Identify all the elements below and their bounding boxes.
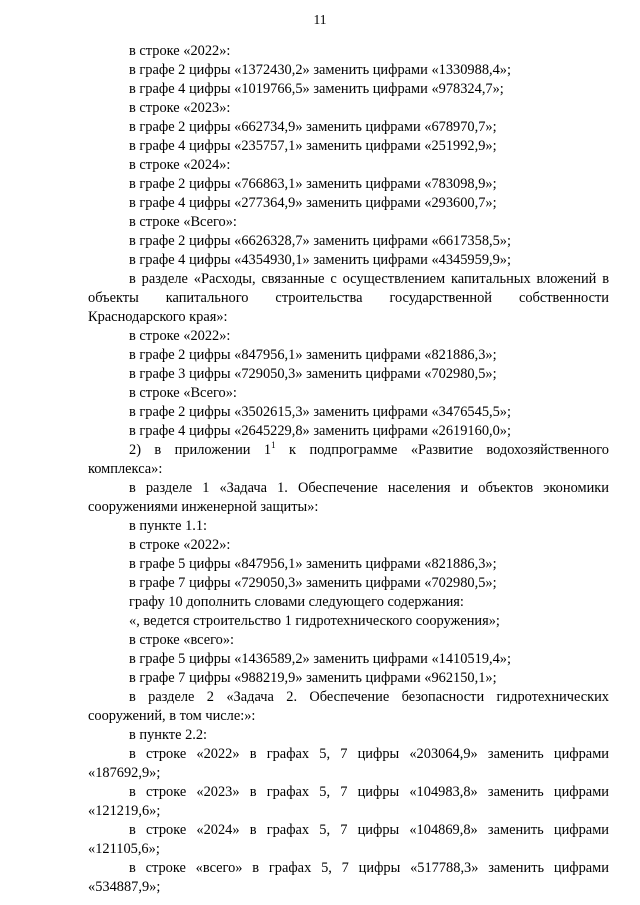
document-body <box>88 42 609 897</box>
text-line: в строке «Всего»: <box>129 384 237 401</box>
text-line: в графе 2 цифры «662734,9» заменить цифрами «678970,7»; <box>129 118 497 135</box>
text-line: в строке «Всего»: <box>129 213 237 230</box>
annex-paragraph <box>88 441 609 479</box>
text-line: в графе 2 цифры «847956,1» заменить цифрами «821886,3»; <box>129 346 497 363</box>
text-line: в графе 2 цифры «1372430,2» заменить цифрами «1330988,4»; <box>129 61 511 78</box>
amendment-paragraph: в строке «2023» в графах 5, 7 цифры «104983,8» заменить цифрами «121219,6»; <box>88 783 609 819</box>
text-line: в графе 2 цифры «3502615,3» заменить цифрами «3476545,5»; <box>129 403 511 420</box>
text-line: в графе 4 цифры «4354930,1» заменить цифрами «4345959,9»; <box>129 251 511 268</box>
section-paragraph: в разделе «Расходы, связанные с осуществлением капитальных вложений в объекты капитального строительства государственной собственности Краснодарского края»: <box>88 270 609 325</box>
text-line: «, ведется строительство 1 гидротехнического сооружения»; <box>129 612 500 629</box>
annex-superscript: 1 <box>271 439 276 450</box>
section-paragraph: в разделе 2 «Задача 2. Обеспечение безопасности гидротехнических сооружений, в том числе:»: <box>88 688 609 724</box>
text-line: в строке «2022»: <box>129 327 231 344</box>
text-line: в пункте 1.1: <box>129 517 208 534</box>
text-line: в пункте 2.2: <box>129 726 208 743</box>
text-line: в графе 4 цифры «1019766,5» заменить цифрами «978324,7»; <box>129 80 504 97</box>
text-line: в графе 5 цифры «847956,1» заменить цифрами «821886,3»; <box>129 555 497 572</box>
text-line: в графе 3 цифры «729050,3» заменить цифрами «702980,5»; <box>129 365 497 382</box>
text-line: в графе 7 цифры «729050,3» заменить цифрами «702980,5»; <box>129 574 497 591</box>
page-number: 11 <box>313 12 327 27</box>
text-line: в строке «2022»: <box>129 536 231 553</box>
text-line: в графе 2 цифры «6626328,7» заменить цифрами «6617358,5»; <box>129 232 511 249</box>
amendment-paragraph: в строке «всего» в графах 5, 7 цифры «517788,3» заменить цифрами «534887,9»; <box>88 859 609 895</box>
text-line: в графе 7 цифры «988219,9» заменить цифрами «962150,1»; <box>129 669 497 686</box>
text-line: в графе 2 цифры «766863,1» заменить цифрами «783098,9»; <box>129 175 497 192</box>
text-line: в строке «2023»: <box>129 99 231 116</box>
text-line: графу 10 дополнить словами следующего содержания: <box>129 593 464 610</box>
annex-text-before: 2) в приложении 1 <box>129 441 272 458</box>
text-line: в строке «2024»: <box>129 156 231 173</box>
text-line: в графе 5 цифры «1436589,2» заменить цифрами «1410519,4»; <box>129 650 511 667</box>
text-line: в графе 4 цифры «235757,1» заменить цифрами «251992,9»; <box>129 137 497 154</box>
annex-text-after: к подпрограмме «Развитие водохозяйственного комплекса»: <box>88 441 609 477</box>
text-line: в графе 4 цифры «2645229,8» заменить цифрами «2619160,0»; <box>129 422 511 439</box>
text-line: в графе 4 цифры «277364,9» заменить цифрами «293600,7»; <box>129 194 497 211</box>
amendment-paragraph: в строке «2024» в графах 5, 7 цифры «104869,8» заменить цифрами «121105,6»; <box>88 821 609 857</box>
text-line: в строке «всего»: <box>129 631 235 648</box>
section-paragraph: в разделе 1 «Задача 1. Обеспечение населения и объектов экономики сооружениями инженерной защиты»: <box>88 479 609 515</box>
amendment-paragraph: в строке «2022» в графах 5, 7 цифры «203064,9» заменить цифрами «187692,9»; <box>88 745 609 781</box>
text-line: в строке «2022»: <box>129 42 231 59</box>
